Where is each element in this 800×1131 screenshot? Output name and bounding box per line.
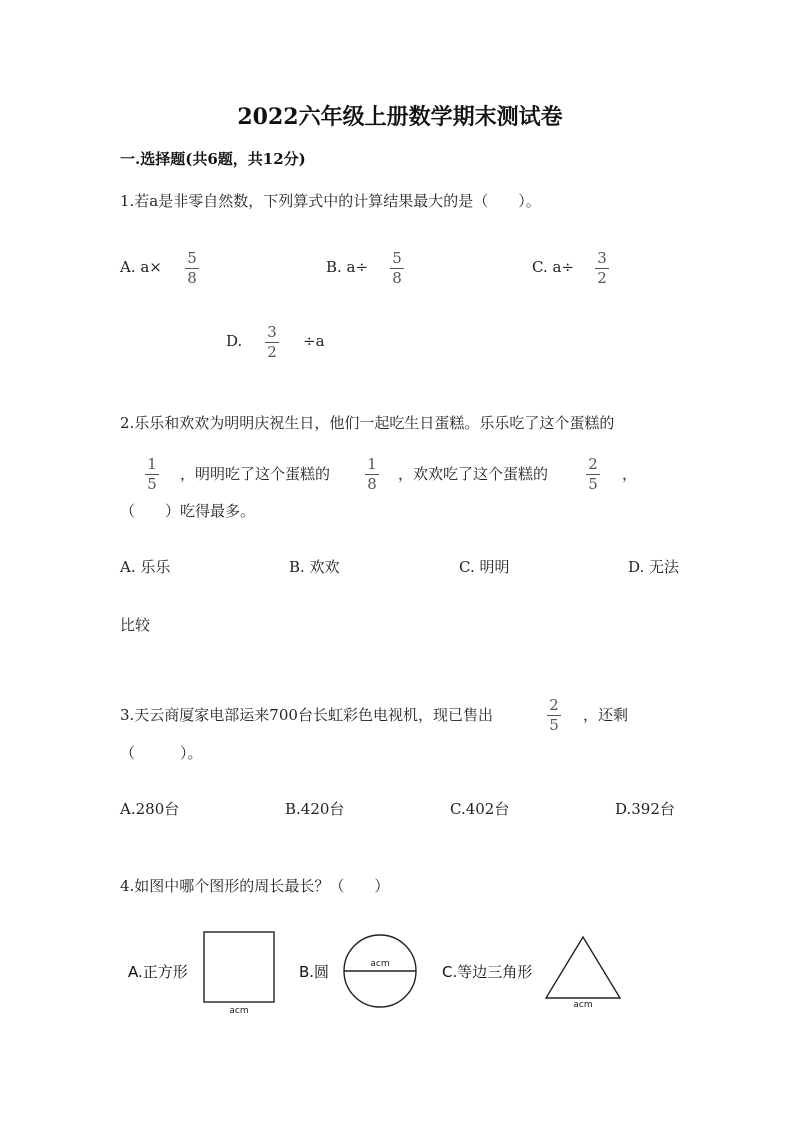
numerator: 2 (549, 696, 559, 714)
numerator: 1 (367, 455, 377, 473)
triangle-dim-label: acm (573, 1000, 593, 1010)
denominator: 2 (597, 269, 607, 287)
q1-stem: 1.若a是非零自然数，下列算式中的计算结果最大的是（ ）。 (120, 192, 541, 210)
numerator: 2 (588, 455, 598, 473)
q3-end-text: ，还剩 (583, 706, 629, 724)
denominator: 2 (267, 343, 277, 361)
numerator: 3 (597, 249, 607, 267)
numerator: 3 (267, 323, 277, 341)
page-title: 2022六年级上册数学期末测试卷 (237, 104, 563, 130)
q4-label-circle[interactable]: B.圆 (299, 963, 330, 981)
q3-option-d[interactable]: D.392台 (615, 800, 675, 818)
q2-line-3: （ ）吃得最多。 (120, 502, 256, 520)
q3-line-2: （ ）。 (120, 744, 203, 762)
numerator: 1 (147, 455, 157, 473)
q4-label-triangle[interactable]: C.等边三角形 (442, 963, 533, 981)
square-dim-label: acm (229, 1006, 249, 1016)
q1-option-d-suffix: ÷a (303, 332, 325, 350)
denominator: 5 (549, 716, 559, 734)
q3-option-a[interactable]: A.280台 (120, 800, 180, 818)
q3-option-c[interactable]: C.402台 (450, 800, 510, 818)
section-header: 一.选择题(共6题，共12分) (120, 150, 306, 168)
numerator: 5 (392, 249, 402, 267)
q3-option-b[interactable]: B.420台 (285, 800, 345, 818)
numerator: 5 (187, 249, 197, 267)
q2-option-b[interactable]: B. 欢欢 (289, 558, 340, 576)
square-shape (204, 932, 274, 1002)
denominator: 8 (367, 475, 377, 493)
denominator: 8 (187, 269, 197, 287)
q1-option-c-label: C. a÷ (532, 258, 574, 276)
q1-option-d-label: D. (226, 332, 243, 350)
q2-option-d-wrap: 比较 (120, 616, 151, 634)
q1-option-b-label: B. a÷ (326, 258, 369, 276)
denominator: 5 (147, 475, 157, 493)
q2-stem: 2.乐乐和欢欢为明明庆祝生日，他们一起吃生日蛋糕。乐乐吃了这个蛋糕的 (120, 414, 615, 432)
q2-option-d[interactable]: D. 无法 (628, 558, 680, 576)
denominator: 5 (588, 475, 598, 493)
q2-option-a[interactable]: A. 乐乐 (120, 558, 171, 576)
circle-dim-label: acm (370, 959, 390, 969)
q4-label-square[interactable]: A.正方形 (128, 963, 188, 981)
q2-end-text: ， (622, 465, 638, 483)
triangle-shape (546, 937, 620, 998)
denominator: 8 (392, 269, 402, 287)
q2-mid-text-2: ，欢欢吃了这个蛋糕的 (398, 465, 549, 483)
q2-mid-text-1: ，明明吃了这个蛋糕的 (180, 465, 331, 483)
q3-stem: 3.天云商厦家电部运来700台长虹彩色电视机，现已售出 (120, 706, 493, 724)
q1-option-a-label: A. a× (120, 258, 162, 276)
q2-option-c[interactable]: C. 明明 (459, 558, 510, 576)
q4-stem: 4.如图中哪个图形的周长最长？（ ） (120, 877, 390, 895)
